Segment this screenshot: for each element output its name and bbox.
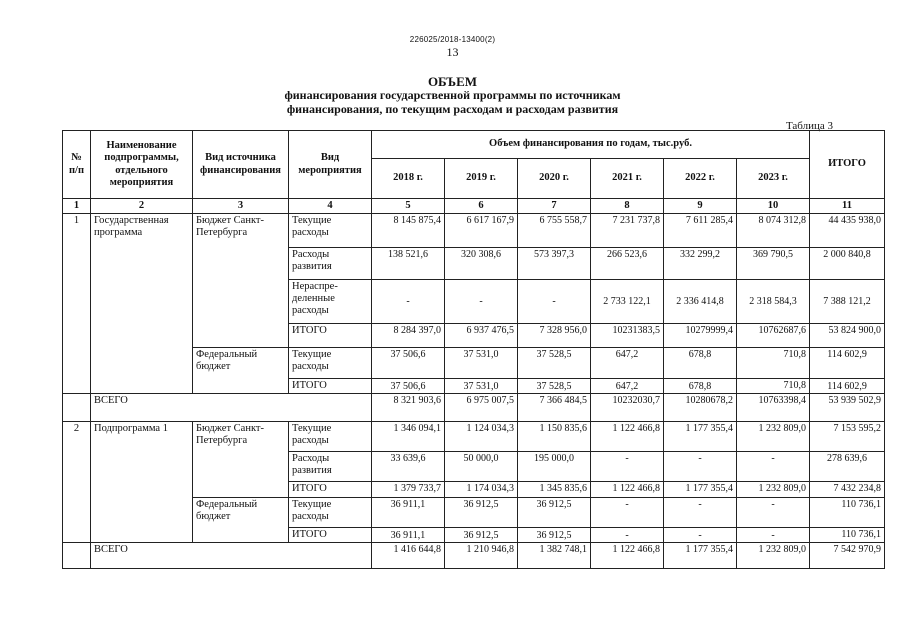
value-cell: 1 345 835,6: [518, 482, 591, 498]
value-cell: -: [737, 498, 810, 528]
row-name: Государственная программа: [91, 214, 193, 394]
value-cell: 10279999,4: [664, 324, 737, 348]
total-cell: 53 939 502,9: [810, 394, 885, 422]
value-cell: 1 174 034,3: [445, 482, 518, 498]
value-cell: 1 122 466,8: [591, 422, 664, 452]
row-name: Подпрограмма 1: [91, 422, 193, 543]
value-cell: 8 145 875,4: [372, 214, 445, 248]
value-cell: 37 531,0: [445, 379, 518, 394]
value-cell: 37 506,6: [372, 348, 445, 379]
financing-source: Федеральный бюджет: [193, 348, 289, 394]
value-cell: 1 124 034,3: [445, 422, 518, 452]
total-cell: 110 736,1: [810, 498, 885, 528]
value-cell: 36 911,1: [372, 498, 445, 528]
header-source: Вид источника финансирования: [193, 131, 289, 199]
value-cell: 37 528,5: [518, 379, 591, 394]
value-cell: 6 755 558,7: [518, 214, 591, 248]
value-cell: 1 177 355,4: [664, 543, 737, 569]
value-cell: 647,2: [591, 379, 664, 394]
value-cell: 36 912,5: [518, 528, 591, 543]
total-cell: 7 432 234,8: [810, 482, 885, 498]
header-total: ИТОГО: [810, 131, 885, 199]
table-row: [63, 422, 885, 452]
value-cell: -: [445, 280, 518, 324]
value-cell: 1 122 466,8: [591, 543, 664, 569]
table-total-row: [63, 543, 885, 569]
value-cell: 2 733 122,1: [591, 280, 664, 324]
value-cell: 10231383,5: [591, 324, 664, 348]
value-cell: 33 639,6: [372, 452, 445, 482]
value-cell: -: [518, 280, 591, 324]
value-cell: 2 336 414,8: [664, 280, 737, 324]
value-cell: -: [372, 280, 445, 324]
value-cell: 8 284 397,0: [372, 324, 445, 348]
column-number: 5: [372, 199, 445, 214]
total-cell: 53 824 900,0: [810, 324, 885, 348]
value-cell: 1 177 355,4: [664, 422, 737, 452]
value-cell: 37 528,5: [518, 348, 591, 379]
value-cell: -: [737, 452, 810, 482]
total-cell: 7 153 595,2: [810, 422, 885, 452]
expense-type: Расходы развития: [289, 452, 372, 482]
document-code: 226025/2018-13400(2): [409, 35, 496, 44]
column-number: 4: [289, 199, 372, 214]
expense-type: ИТОГО: [289, 482, 372, 498]
total-cell: 7 388 121,2: [810, 280, 885, 324]
value-cell: -: [664, 498, 737, 528]
expense-type: ИТОГО: [289, 528, 372, 543]
value-cell: 1 232 809,0: [737, 543, 810, 569]
column-number: 11: [810, 199, 885, 214]
expense-type: Текущие расходы: [289, 422, 372, 452]
header-year: 2021 г.: [591, 159, 664, 199]
expense-type: ИТОГО: [289, 324, 372, 348]
value-cell: 8 074 312,8: [737, 214, 810, 248]
value-cell: 678,8: [664, 348, 737, 379]
value-cell: 332 299,2: [664, 248, 737, 280]
table-row: [63, 214, 885, 248]
value-cell: 10762687,6: [737, 324, 810, 348]
value-cell: 7 231 737,8: [591, 214, 664, 248]
column-number: 9: [664, 199, 737, 214]
value-cell: 1 150 835,6: [518, 422, 591, 452]
value-cell: 6 617 167,9: [445, 214, 518, 248]
value-cell: 1 177 355,4: [664, 482, 737, 498]
value-cell: 710,8: [737, 379, 810, 394]
row-number: [63, 543, 91, 569]
value-cell: -: [737, 528, 810, 543]
value-cell: 36 912,5: [445, 528, 518, 543]
page-title: ОБЪЕМ: [427, 74, 478, 89]
value-cell: -: [664, 528, 737, 543]
header-year: 2022 г.: [664, 159, 737, 199]
header-type: Вид мероприятия: [289, 131, 372, 199]
value-cell: -: [664, 452, 737, 482]
value-cell: 320 308,6: [445, 248, 518, 280]
column-number: 10: [737, 199, 810, 214]
total-label: ВСЕГО: [91, 394, 372, 422]
value-cell: 1 379 733,7: [372, 482, 445, 498]
page-subtitle-1: финансирования государственной программы по источникам: [284, 88, 621, 102]
column-number: 1: [63, 199, 91, 214]
expense-type: Нераспре-деленные расходы: [289, 280, 372, 324]
value-cell: 1 232 809,0: [737, 422, 810, 452]
value-cell: 138 521,6: [372, 248, 445, 280]
value-cell: 1 232 809,0: [737, 482, 810, 498]
expense-type: Расходы развития: [289, 248, 372, 280]
column-number: 8: [591, 199, 664, 214]
header-row: [63, 131, 885, 159]
value-cell: 7 328 956,0: [518, 324, 591, 348]
value-cell: 710,8: [737, 348, 810, 379]
financing-source: Бюджет Санкт-Петербурга: [193, 422, 289, 498]
total-cell: 114 602,9: [810, 379, 885, 394]
value-cell: 1 346 094,1: [372, 422, 445, 452]
expense-type: Текущие расходы: [289, 498, 372, 528]
row-number: 1: [63, 214, 91, 394]
total-cell: 44 435 938,0: [810, 214, 885, 248]
value-cell: 1 210 946,8: [445, 543, 518, 569]
value-cell: 266 523,6: [591, 248, 664, 280]
value-cell: 10280678,2: [664, 394, 737, 422]
total-cell: 278 639,6: [810, 452, 885, 482]
value-cell: 7 611 285,4: [664, 214, 737, 248]
value-cell: 37 506,6: [372, 379, 445, 394]
value-cell: 6 975 007,5: [445, 394, 518, 422]
total-cell: 110 736,1: [810, 528, 885, 543]
value-cell: -: [591, 528, 664, 543]
value-cell: -: [591, 498, 664, 528]
row-number: [63, 394, 91, 422]
financing-table: [62, 130, 885, 569]
value-cell: 1 122 466,8: [591, 482, 664, 498]
expense-type: Текущие расходы: [289, 348, 372, 379]
value-cell: 7 366 484,5: [518, 394, 591, 422]
row-number: 2: [63, 422, 91, 543]
value-cell: 36 912,5: [518, 498, 591, 528]
value-cell: 8 321 903,6: [372, 394, 445, 422]
table-total-row: [63, 394, 885, 422]
header-num: № п/п: [63, 131, 91, 199]
financing-source: Бюджет Санкт-Петербурга: [193, 214, 289, 348]
column-number-row: [63, 199, 885, 214]
financing-source: Федеральный бюджет: [193, 498, 289, 543]
column-number: 2: [91, 199, 193, 214]
column-number: 6: [445, 199, 518, 214]
expense-type: Текущие расходы: [289, 214, 372, 248]
value-cell: 678,8: [664, 379, 737, 394]
total-cell: 7 542 970,9: [810, 543, 885, 569]
header-year: 2018 г.: [372, 159, 445, 199]
value-cell: 573 397,3: [518, 248, 591, 280]
expense-type: ИТОГО: [289, 379, 372, 394]
total-cell: 2 000 840,8: [810, 248, 885, 280]
value-cell: 1 416 644,8: [372, 543, 445, 569]
header-year: 2019 г.: [445, 159, 518, 199]
column-number: 7: [518, 199, 591, 214]
value-cell: 2 318 584,3: [737, 280, 810, 324]
total-cell: 114 602,9: [810, 348, 885, 379]
value-cell: -: [591, 452, 664, 482]
value-cell: 369 790,5: [737, 248, 810, 280]
value-cell: 37 531,0: [445, 348, 518, 379]
header-name: Наименование подпрограммы, отдельного мероприятия: [91, 131, 193, 199]
table-label: Таблица 3: [785, 120, 833, 132]
page-number: 13: [446, 45, 459, 59]
value-cell: 36 912,5: [445, 498, 518, 528]
value-cell: 36 911,1: [372, 528, 445, 543]
header-volume: Объем финансирования по годам, тыс.руб.: [372, 131, 810, 159]
value-cell: 10232030,7: [591, 394, 664, 422]
value-cell: 647,2: [591, 348, 664, 379]
value-cell: 6 937 476,5: [445, 324, 518, 348]
page-subtitle-2: финансирования, по текущим расходам и расходам развития: [286, 102, 619, 116]
column-number: 3: [193, 199, 289, 214]
value-cell: 195 000,0: [518, 452, 591, 482]
total-label: ВСЕГО: [91, 543, 372, 569]
value-cell: 10763398,4: [737, 394, 810, 422]
value-cell: 50 000,0: [445, 452, 518, 482]
header-year: 2020 г.: [518, 159, 591, 199]
header-year: 2023 г.: [737, 159, 810, 199]
value-cell: 1 382 748,1: [518, 543, 591, 569]
